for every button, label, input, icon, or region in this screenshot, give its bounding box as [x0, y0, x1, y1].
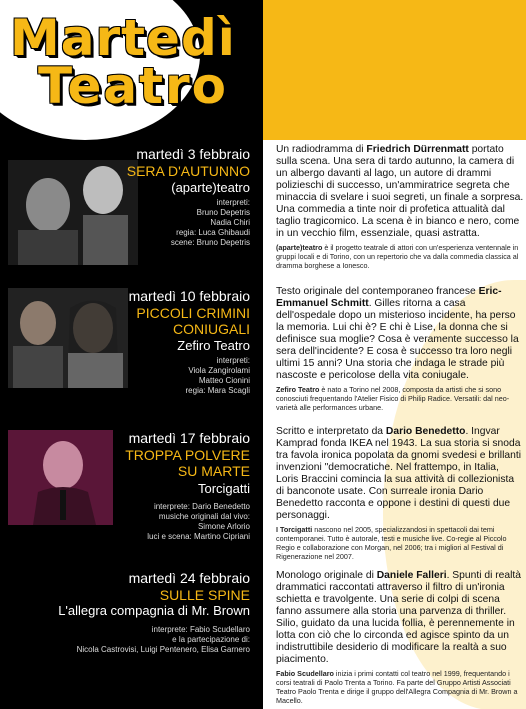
event-1-title-line: SERA D'AUTUNNO [126, 163, 250, 179]
logo [10, 9, 255, 115]
logo-line-1: Martedì [10, 9, 236, 67]
event-4-title [160, 587, 250, 603]
bio-name: Fabio Scudellaro [276, 669, 334, 678]
desc-intro: Monologo originale di [276, 570, 377, 581]
credit-line: interpreti: [216, 356, 250, 365]
event-2-main-text [276, 286, 524, 382]
event-4-title-line: SULLE SPINE [159, 587, 250, 603]
desc-intro: Un radiodramma di [276, 144, 367, 155]
credit-line: e la partecipazione di: [172, 635, 250, 644]
desc-body: . Ingvar Kamprad fonda IKEA nel 1943. La sua storia si snoda tra favola ironica popolata da gnomi svedesi e brillanti invenzioni "democratiche. Nel frattempo, in Italia, Loris Braccini comincia la sua attività di collezionista di banconote usate. Con surreale ironia Dario Benedetto racconta e oppone i destini di questi due personaggi. [276, 426, 521, 521]
credit-line: Bruno Depetris [196, 208, 250, 217]
event-2-venue: Zefiro Teatro [177, 338, 250, 353]
event-2-photo [8, 288, 128, 388]
bio-text: è nato a Torino nel 2008, composta da artisti che si sono conosciuti frequentando l'Atelier Fisico di Philip Radice. Versatili: dal neo-varietà alle performances urbane. [276, 385, 510, 412]
event-4-credits [77, 625, 250, 655]
desc-author: Eric-Emmanuel Schmitt [276, 286, 502, 309]
event-1-title [127, 163, 250, 179]
credit-line: musiche originali dal vivo: [158, 512, 250, 521]
event-2-title [136, 305, 250, 337]
event-4-date: martedì 24 febbraio [128, 570, 250, 586]
event-3-photo [8, 430, 113, 525]
credit-line: regia: Luca Ghibaudi [176, 228, 250, 237]
credit-line: Simone Arlorio [197, 522, 250, 531]
desc-body: portato sulla scena. Una sera di tardo autunno, la camera di un albergo davanti al lago, un autore di drammi polizieschi di successo, un'ammiratrice segreta che minaccia di svelare i suoi segreti, un finale a sorpresa. Una commedia a tinte noir di profetica attualità dal taglio tragicomico. La scena è in bianco e nero, come in un vecchio film, essenziale, quasi astratta. [276, 144, 524, 239]
event-2-date: martedì 10 febbraio [128, 288, 250, 304]
credit-line: scene: Bruno Depetris [170, 238, 250, 247]
credit-line: regia: Mara Scagli [185, 386, 250, 395]
credit-line: Matteo Cionini [198, 376, 250, 385]
event-4-venue: L'allegra compagnia di Mr. Brown [58, 603, 250, 618]
event-3-title [125, 447, 250, 479]
event-2-title-line: PICCOLI CRIMINI [136, 305, 250, 321]
event-2-description [276, 286, 524, 412]
credit-line: interprete: Dario Benedetto [153, 502, 250, 511]
desc-body: . Gilles ritorna a casa dell'ospedale dopo un misterioso incidente, ha perso la memoria. Lui chi è? E chi è Lise, la donna che si definisce sua moglie? Cosa è veramente successo la sera dell'incidente? E cosa è successo tra loro negli ultimi 15 anni? Una storia che indaga le strade più nascoste e pericolose della vita coniugale. [276, 298, 519, 381]
event-1-description [276, 144, 524, 270]
event-1-venue: (aparte)teatro [171, 180, 250, 195]
desc-author: Friedrich Dürrenmatt [366, 144, 469, 155]
event-3-venue: Torcigatti [197, 481, 250, 496]
desc-body: . Spunti di realtà drammatici raccontati attraverso il filtro di un'ironia schietta e travolgente. Una serie di colpi di scena fanno assumere alla storia una parvenza di thriller. Silio, guidato da una lucida follia, è perennemente in lotta con ciò che lo circonda ed agisce spinto da un indistruttibile desiderio di modificare la realtà a suo piacimento. [276, 570, 521, 665]
credit-line: interpreti: [216, 198, 250, 207]
desc-author: Daniele Falleri [376, 570, 447, 581]
bio-name: (aparte)teatro [276, 243, 323, 252]
right-column [263, 0, 526, 709]
event-1-bio [276, 243, 524, 270]
event-4-bio [276, 669, 524, 705]
bio-text: è il progetto teatrale di attori con un'esperienza ventennale in gruppi locali e di Torino, con un repertorio che va dalla commedia classica al dramma borghese a Ionesco. [276, 243, 519, 270]
desc-author: Dario Benedetto [385, 426, 466, 437]
event-3-bio [276, 525, 524, 561]
desc-intro: Testo originale del contemporaneo francese [276, 286, 479, 297]
logo-line-2: Teatro [38, 56, 229, 115]
bio-name: Zefiro Teatro [276, 385, 320, 394]
bio-text: nascono nel 2005, specializzandosi in spettacoli dai temi contemporanei. Tutto è autorale, testi e musiche live. Co-regie al Piccolo Regio e collaborazione con Morgan, nel 2006; tra i migliori al Festival di Rigenerazione nel 2007. [276, 525, 507, 561]
event-3-description [276, 426, 524, 561]
event-4-main-text [276, 570, 524, 666]
credit-line: luci e scena: Martino Cipriani [147, 532, 250, 541]
event-3-date: martedì 17 febbraio [128, 430, 250, 446]
event-2-title-line: CONIUGALI [172, 321, 250, 337]
event-1-credits [171, 198, 250, 248]
desc-intro: Scritto e interpretato da [276, 426, 386, 437]
event-1-photo [8, 160, 138, 265]
event-3-title-line: TROPPA POLVERE [125, 447, 250, 463]
event-2-credits [186, 356, 250, 396]
event-1-main-text [276, 144, 524, 240]
event-3-main-text [276, 426, 524, 522]
bio-text: inizia i primi contatti col teatro nel 1999, frequentando i corsi teatrali di Paolo Trenta a Torino. Fa parte del Gruppo Artisti Associati Teatro Paolo Trenta e dirige il gruppo dell'Allegra Compagnia di Mr. Brown a Macello. [276, 669, 518, 705]
event-1-date: martedì 3 febbraio [136, 146, 250, 162]
credit-line: Nicola Castrovisi, Luigi Pentenero, Elisa Garnero [76, 645, 250, 654]
event-4-description [276, 570, 524, 705]
credit-line: Viola Zangirolami [188, 366, 250, 375]
event-3-credits [147, 502, 250, 542]
bio-name: I Torcigatti [276, 525, 313, 534]
event-3-title-line: SU MARTE [177, 463, 250, 479]
event-2-bio [276, 385, 524, 412]
yellow-band [263, 0, 526, 140]
credit-line: Nadia Chiri [210, 218, 250, 227]
credit-line: interprete: Fabio Scudellaro [151, 625, 250, 634]
